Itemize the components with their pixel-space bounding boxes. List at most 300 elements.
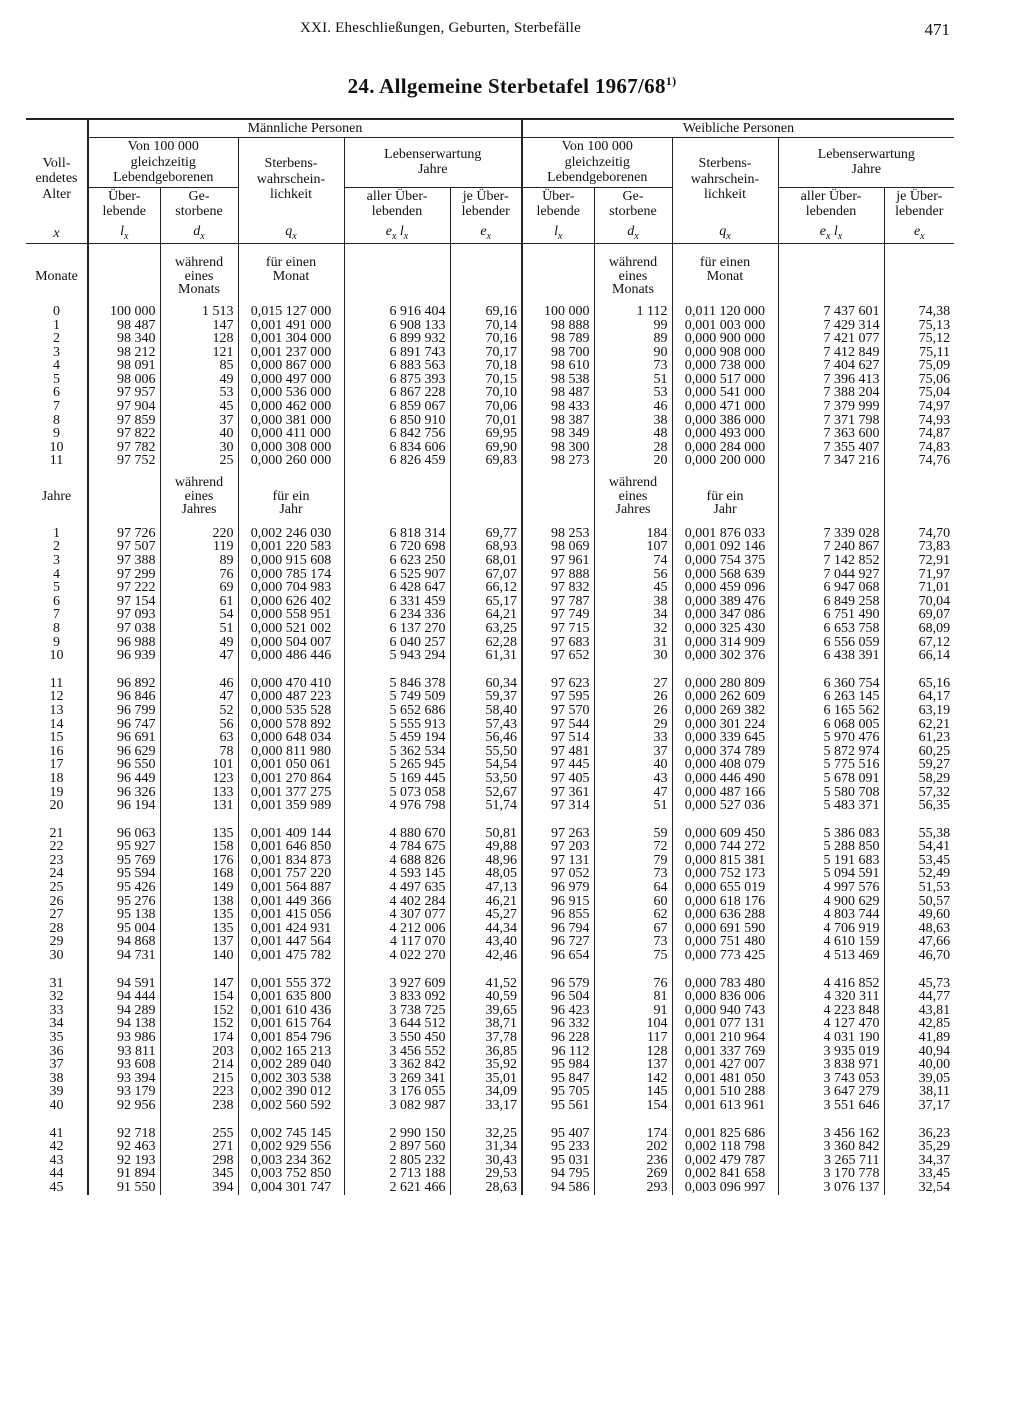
table-row: [26, 1058, 954, 1072]
years-unit-row: [26, 476, 954, 517]
cell-male-exp-each: 43,40: [450, 935, 522, 949]
table-row: [26, 1167, 954, 1181]
table-row: [26, 636, 954, 650]
cell-age: 4: [53, 566, 60, 582]
cell-male-survivors: 98 091: [88, 359, 160, 373]
cell-male-probability: 0,000 535 528: [238, 704, 344, 718]
cell-female-survivors: 97 652: [522, 649, 594, 663]
cell-female-exp-all: 7 404 627: [778, 359, 884, 373]
cell-male-probability: 0,001 415 056: [238, 908, 344, 922]
cell-female-deaths: 145: [594, 1085, 672, 1099]
cell-male-exp-all: 5 169 445: [344, 772, 450, 786]
cell-female-exp-each: 33,45: [884, 1167, 954, 1181]
cell-female-exp-each: 71,01: [884, 581, 954, 595]
male-deaths-unit-year: während eines Jahres: [160, 476, 238, 517]
cell-female-survivors: 95 561: [522, 1099, 594, 1113]
cell-female-exp-all: 5 094 591: [778, 867, 884, 881]
cell-male-deaths: 138: [160, 895, 238, 909]
cell-male-deaths: 131: [160, 799, 238, 813]
cell-male-exp-each: 70,14: [450, 319, 522, 333]
cell-female-probability: 0,000 325 430: [672, 622, 778, 636]
cell-male-exp-each: 70,17: [450, 346, 522, 360]
cell-female-probability: 0,001 003 000: [672, 319, 778, 333]
cell-male-probability: 0,015 127 000: [238, 305, 344, 319]
cell-female-exp-each: 43,81: [884, 1004, 954, 1018]
cell-female-exp-all: 5 288 850: [778, 840, 884, 854]
cell-female-deaths: 38: [594, 414, 672, 428]
cell-age: 17: [49, 757, 64, 773]
table-title-text: 24. Allgemeine Sterbetafel 1967/68: [347, 74, 666, 98]
table-row: [26, 840, 954, 854]
cell-male-deaths: 394: [160, 1181, 238, 1195]
cell-female-exp-all: 3 743 053: [778, 1072, 884, 1086]
cell-female-survivors: 97 445: [522, 758, 594, 772]
cell-female-survivors: 98 433: [522, 400, 594, 414]
cell-female-exp-each: 41,89: [884, 1031, 954, 1045]
cell-male-exp-all: 6 428 647: [344, 581, 450, 595]
cell-female-exp-all: 5 386 083: [778, 827, 884, 841]
cell-age: 42: [49, 1139, 64, 1155]
cell-female-probability: 0,000 609 450: [672, 827, 778, 841]
cell-female-exp-all: 6 438 391: [778, 649, 884, 663]
cell-male-deaths: 51: [160, 622, 238, 636]
cell-male-exp-each: 70,06: [450, 400, 522, 414]
cell-female-survivors: 97 961: [522, 554, 594, 568]
cell-female-probability: 0,000 446 490: [672, 772, 778, 786]
cell-female-exp-each: 42,85: [884, 1017, 954, 1031]
cell-male-exp-all: 4 784 675: [344, 840, 450, 854]
cell-male-exp-all: 4 402 284: [344, 895, 450, 909]
cell-age: 7: [53, 607, 60, 623]
cell-male-probability: 0,001 377 275: [238, 786, 344, 800]
cell-age: 26: [49, 893, 64, 909]
cell-male-probability: 0,001 564 887: [238, 881, 344, 895]
cell-male-probability: 0,000 486 446: [238, 649, 344, 663]
cell-female-exp-all: 7 044 927: [778, 568, 884, 582]
cell-male-exp-each: 37,78: [450, 1031, 522, 1045]
cell-age: 40: [49, 1097, 64, 1113]
cell-male-exp-each: 38,71: [450, 1017, 522, 1031]
cell-female-deaths: 26: [594, 704, 672, 718]
cell-male-exp-each: 56,46: [450, 731, 522, 745]
cell-female-exp-each: 74,83: [884, 441, 954, 455]
cell-female-survivors: 97 052: [522, 867, 594, 881]
cell-female-survivors: 96 794: [522, 922, 594, 936]
cell-female-exp-each: 34,37: [884, 1154, 954, 1168]
cell-female-survivors: 97 787: [522, 595, 594, 609]
cell-male-deaths: 49: [160, 636, 238, 650]
cell-male-exp-all: 6 623 250: [344, 554, 450, 568]
cell-female-survivors: 97 749: [522, 608, 594, 622]
cell-age: 1: [53, 525, 60, 541]
cell-male-exp-all: 5 555 913: [344, 718, 450, 732]
cell-female-exp-all: 6 947 068: [778, 581, 884, 595]
cell-female-exp-each: 62,21: [884, 718, 954, 732]
cell-age: 3: [53, 344, 60, 360]
cell-age: 11: [49, 453, 64, 469]
cell-male-exp-each: 63,25: [450, 622, 522, 636]
cell-male-exp-each: 70,15: [450, 373, 522, 387]
cell-male-exp-all: 6 234 336: [344, 608, 450, 622]
cell-female-deaths: 60: [594, 895, 672, 909]
table-row: [26, 568, 954, 582]
cell-male-probability: 0,000 411 000: [238, 427, 344, 441]
cell-male-deaths: 147: [160, 319, 238, 333]
cell-female-exp-each: 63,19: [884, 704, 954, 718]
cell-male-survivors: 92 956: [88, 1099, 160, 1113]
cell-male-probability: 0,002 165 213: [238, 1045, 344, 1059]
cell-female-exp-all: 5 775 516: [778, 758, 884, 772]
cell-male-exp-each: 58,40: [450, 704, 522, 718]
cell-male-exp-each: 41,52: [450, 977, 522, 991]
cell-female-deaths: 37: [594, 745, 672, 759]
cell-male-exp-all: 3 082 987: [344, 1099, 450, 1113]
cell-age: 4: [53, 358, 60, 374]
cell-female-deaths: 29: [594, 718, 672, 732]
cell-female-deaths: 20: [594, 454, 672, 468]
symbol-exlx-male: $e_x$ $l_x$: [344, 220, 450, 243]
cell-male-survivors: 96 799: [88, 704, 160, 718]
cell-male-exp-all: 6 040 257: [344, 636, 450, 650]
cell-male-probability: 0,000 470 410: [238, 677, 344, 691]
cell-female-exp-all: 6 165 562: [778, 704, 884, 718]
cell-male-deaths: 40: [160, 427, 238, 441]
table-row: [26, 867, 954, 881]
cell-male-exp-each: 50,81: [450, 827, 522, 841]
cell-age: 27: [49, 907, 64, 923]
cell-female-deaths: 174: [594, 1127, 672, 1141]
cell-male-probability: 0,002 929 556: [238, 1140, 344, 1154]
cell-female-deaths: 104: [594, 1017, 672, 1031]
cell-male-exp-all: 3 269 341: [344, 1072, 450, 1086]
cell-female-deaths: 128: [594, 1045, 672, 1059]
table-row: [26, 935, 954, 949]
cell-female-deaths: 76: [594, 977, 672, 991]
cell-male-exp-each: 51,74: [450, 799, 522, 813]
cell-female-exp-each: 75,06: [884, 373, 954, 387]
cell-female-exp-each: 50,57: [884, 895, 954, 909]
cell-male-deaths: 61: [160, 595, 238, 609]
cell-female-exp-each: 71,97: [884, 568, 954, 582]
cell-female-exp-all: 5 580 708: [778, 786, 884, 800]
cell-male-survivors: 100 000: [88, 305, 160, 319]
cell-female-exp-all: 4 706 919: [778, 922, 884, 936]
table-row: [26, 718, 954, 732]
cell-male-survivors: 97 038: [88, 622, 160, 636]
cell-male-survivors: 95 004: [88, 922, 160, 936]
cell-female-exp-all: 5 191 683: [778, 854, 884, 868]
cell-male-probability: 0,001 237 000: [238, 346, 344, 360]
cell-female-exp-all: 4 223 848: [778, 1004, 884, 1018]
cell-female-exp-each: 35,29: [884, 1140, 954, 1154]
cell-female-probability: 0,001 077 131: [672, 1017, 778, 1031]
cell-age: 10: [49, 648, 64, 664]
cell-female-probability: 0,000 200 000: [672, 454, 778, 468]
life-table: [26, 118, 954, 1195]
cell-female-exp-all: 7 396 413: [778, 373, 884, 387]
table-row: [26, 881, 954, 895]
cell-female-exp-all: 3 456 162: [778, 1127, 884, 1141]
cell-male-probability: 0,001 615 764: [238, 1017, 344, 1031]
cell-female-probability: 0,000 541 000: [672, 386, 778, 400]
cell-female-exp-all: 7 355 407: [778, 441, 884, 455]
cell-female-survivors: 96 915: [522, 895, 594, 909]
cell-female-probability: 0,000 262 609: [672, 690, 778, 704]
cell-male-exp-each: 35,01: [450, 1072, 522, 1086]
cell-female-probability: 0,000 815 381: [672, 854, 778, 868]
cell-female-exp-each: 60,25: [884, 745, 954, 759]
cell-female-survivors: 95 705: [522, 1085, 594, 1099]
cell-male-probability: 0,000 626 402: [238, 595, 344, 609]
cell-male-probability: 0,004 301 747: [238, 1181, 344, 1195]
cell-female-exp-all: 6 751 490: [778, 608, 884, 622]
cell-female-deaths: 34: [594, 608, 672, 622]
cell-male-probability: 0,001 555 372: [238, 977, 344, 991]
male-survivors-header: Über- lebende: [88, 187, 160, 220]
cell-male-exp-each: 55,50: [450, 745, 522, 759]
symbol-dx-male: $d_x$: [160, 220, 238, 243]
block-spacer: [26, 1113, 954, 1127]
cell-male-deaths: 85: [160, 359, 238, 373]
cell-male-probability: 0,000 536 000: [238, 386, 344, 400]
cell-age: 10: [49, 439, 64, 455]
cell-male-exp-each: 44,34: [450, 922, 522, 936]
cell-female-exp-all: 7 429 314: [778, 319, 884, 333]
cell-male-exp-each: 67,07: [450, 568, 522, 582]
cell-male-exp-each: 54,54: [450, 758, 522, 772]
cell-female-survivors: 100 000: [522, 305, 594, 319]
cell-male-deaths: 149: [160, 881, 238, 895]
cell-male-survivors: 96 939: [88, 649, 160, 663]
cell-male-deaths: 203: [160, 1045, 238, 1059]
cell-male-survivors: 96 747: [88, 718, 160, 732]
cell-female-survivors: 95 984: [522, 1058, 594, 1072]
cell-female-exp-each: 40,94: [884, 1045, 954, 1059]
cell-male-survivors: 93 394: [88, 1072, 160, 1086]
cell-male-exp-all: 4 976 798: [344, 799, 450, 813]
female-prob-unit-year: für ein Jahr: [672, 476, 778, 517]
cell-age: 6: [53, 385, 60, 401]
cell-male-survivors: 94 731: [88, 949, 160, 963]
cell-age: 37: [49, 1057, 64, 1073]
female-prob-unit-month: für einen Monat: [672, 256, 778, 297]
cell-male-survivors: 97 154: [88, 595, 160, 609]
female-deaths-header: Ge- storbene: [594, 187, 672, 220]
cell-female-deaths: 73: [594, 359, 672, 373]
female-cohort-header: Von 100 000 gleichzeitig Lebendgeborenen: [522, 138, 672, 187]
cell-female-probability: 0,000 751 480: [672, 935, 778, 949]
cell-female-survivors: 97 595: [522, 690, 594, 704]
cell-female-probability: 0,000 408 079: [672, 758, 778, 772]
cell-female-exp-each: 48,63: [884, 922, 954, 936]
cell-female-exp-each: 51,53: [884, 881, 954, 895]
table-row: [26, 608, 954, 622]
cell-female-probability: 0,000 347 086: [672, 608, 778, 622]
cell-female-exp-all: 4 803 744: [778, 908, 884, 922]
cell-male-probability: 0,000 497 000: [238, 373, 344, 387]
cell-male-exp-all: 5 846 378: [344, 677, 450, 691]
cell-male-deaths: 123: [160, 772, 238, 786]
cell-male-probability: 0,002 303 538: [238, 1072, 344, 1086]
cell-male-exp-each: 42,46: [450, 949, 522, 963]
table-row: [26, 949, 954, 963]
cell-male-deaths: 101: [160, 758, 238, 772]
cell-female-deaths: 81: [594, 990, 672, 1004]
cell-female-probability: 0,000 269 382: [672, 704, 778, 718]
cell-male-probability: 0,000 381 000: [238, 414, 344, 428]
cell-male-deaths: 121: [160, 346, 238, 360]
male-group-header: Männliche Personen: [88, 119, 522, 138]
cell-male-exp-each: 32,25: [450, 1127, 522, 1141]
cell-female-probability: 0,002 479 787: [672, 1154, 778, 1168]
cell-female-survivors: 97 263: [522, 827, 594, 841]
cell-female-deaths: 75: [594, 949, 672, 963]
cell-female-exp-each: 54,41: [884, 840, 954, 854]
cell-male-deaths: 158: [160, 840, 238, 854]
cell-age: 20: [49, 798, 64, 814]
table-row: [26, 690, 954, 704]
cell-female-probability: 0,001 876 033: [672, 527, 778, 541]
cell-female-probability: 0,002 118 798: [672, 1140, 778, 1154]
cell-female-exp-all: 7 421 077: [778, 332, 884, 346]
cell-male-deaths: 215: [160, 1072, 238, 1086]
cell-female-probability: 0,000 783 480: [672, 977, 778, 991]
cell-male-probability: 0,001 475 782: [238, 949, 344, 963]
table-row: [26, 977, 954, 991]
cell-female-survivors: 97 623: [522, 677, 594, 691]
cell-female-probability: 0,001 210 964: [672, 1031, 778, 1045]
cell-female-probability: 0,000 280 809: [672, 677, 778, 691]
cell-age: 18: [49, 770, 64, 786]
cell-female-deaths: 46: [594, 400, 672, 414]
cell-male-exp-each: 48,96: [450, 854, 522, 868]
cell-age: 11: [49, 675, 64, 691]
cell-male-exp-all: 3 927 609: [344, 977, 450, 991]
cell-female-exp-each: 72,91: [884, 554, 954, 568]
cell-male-deaths: 45: [160, 400, 238, 414]
cell-male-probability: 0,000 704 983: [238, 581, 344, 595]
cell-female-survivors: 98 538: [522, 373, 594, 387]
cell-female-survivors: 96 504: [522, 990, 594, 1004]
cell-male-deaths: 47: [160, 690, 238, 704]
symbol-ex-female: $e_x$: [884, 220, 954, 243]
cell-female-exp-all: 6 360 754: [778, 677, 884, 691]
running-title: XXI. Eheschließungen, Geburten, Sterbefälle: [300, 20, 582, 36]
cell-female-exp-each: 37,17: [884, 1099, 954, 1113]
cell-female-deaths: 1 112: [594, 305, 672, 319]
cell-male-exp-all: 6 525 907: [344, 568, 450, 582]
cell-male-exp-each: 52,67: [450, 786, 522, 800]
cell-male-survivors: 98 487: [88, 319, 160, 333]
male-exp-each-header: je Über- lebender: [450, 187, 522, 220]
cell-male-deaths: 176: [160, 854, 238, 868]
cell-male-exp-all: 5 943 294: [344, 649, 450, 663]
cell-male-deaths: 63: [160, 731, 238, 745]
cell-female-probability: 0,011 120 000: [672, 305, 778, 319]
male-exp-all-header: aller Über- lebenden: [344, 187, 450, 220]
years-label: Jahre: [41, 488, 72, 504]
table-row: [26, 1154, 954, 1168]
cell-female-deaths: 73: [594, 935, 672, 949]
cell-female-deaths: 43: [594, 772, 672, 786]
cell-female-probability: 0,003 096 997: [672, 1181, 778, 1195]
cell-male-probability: 0,002 745 145: [238, 1127, 344, 1141]
male-prob-unit-month: für einen Monat: [238, 256, 344, 297]
cell-age: 36: [49, 1043, 64, 1059]
female-exp-all-header: aller Über- lebenden: [778, 187, 884, 220]
cell-male-probability: 0,000 558 951: [238, 608, 344, 622]
cell-male-probability: 0,002 246 030: [238, 527, 344, 541]
cell-female-probability: 0,000 314 909: [672, 636, 778, 650]
cell-female-probability: 0,000 940 743: [672, 1004, 778, 1018]
table-row: [26, 581, 954, 595]
cell-age: 13: [49, 702, 64, 718]
cell-male-exp-each: 47,13: [450, 881, 522, 895]
table-row: [26, 854, 954, 868]
cell-female-survivors: 96 979: [522, 881, 594, 895]
cell-female-deaths: 56: [594, 568, 672, 582]
cell-male-exp-all: 5 749 509: [344, 690, 450, 704]
cell-age: 12: [49, 689, 64, 705]
cell-male-deaths: 89: [160, 554, 238, 568]
cell-male-probability: 0,001 635 800: [238, 990, 344, 1004]
cell-female-exp-each: 66,14: [884, 649, 954, 663]
cell-age: 1: [53, 317, 60, 333]
table-row: [26, 895, 954, 909]
cell-female-exp-all: 3 647 279: [778, 1085, 884, 1099]
cell-age: 8: [53, 412, 60, 428]
cell-male-exp-each: 34,09: [450, 1085, 522, 1099]
table-row: [26, 704, 954, 718]
cell-male-probability: 0,001 424 931: [238, 922, 344, 936]
cell-male-survivors: 96 063: [88, 827, 160, 841]
months-label: Monate: [35, 268, 78, 284]
female-probability-header: Sterbens- wahrschein- lichkeit: [672, 138, 778, 220]
cell-female-exp-each: 74,38: [884, 305, 954, 319]
cell-male-survivors: 97 859: [88, 414, 160, 428]
cell-male-exp-all: 2 990 150: [344, 1127, 450, 1141]
cell-male-probability: 0,001 409 144: [238, 827, 344, 841]
cell-female-probability: 0,000 302 376: [672, 649, 778, 663]
cell-female-survivors: 98 273: [522, 454, 594, 468]
cell-female-probability: 0,000 691 590: [672, 922, 778, 936]
cell-female-deaths: 142: [594, 1072, 672, 1086]
cell-male-exp-each: 39,65: [450, 1004, 522, 1018]
cell-female-exp-each: 52,49: [884, 867, 954, 881]
cell-age: 9: [53, 634, 60, 650]
cell-female-exp-each: 75,13: [884, 319, 954, 333]
cell-female-exp-all: 7 388 204: [778, 386, 884, 400]
cell-male-exp-all: 4 212 006: [344, 922, 450, 936]
cell-female-deaths: 67: [594, 922, 672, 936]
cell-female-survivors: 98 253: [522, 527, 594, 541]
cell-male-survivors: 91 894: [88, 1167, 160, 1181]
cell-female-deaths: 26: [594, 690, 672, 704]
table-row: [26, 731, 954, 745]
cell-male-survivors: 97 726: [88, 527, 160, 541]
cell-female-exp-all: 7 371 798: [778, 414, 884, 428]
symbol-lx-male: $l_x$: [88, 220, 160, 243]
cell-male-deaths: 47: [160, 649, 238, 663]
cell-age: 16: [49, 743, 64, 759]
table-title: [0, 74, 1024, 99]
cell-age: 33: [49, 1002, 64, 1018]
cell-male-exp-each: 61,31: [450, 649, 522, 663]
cell-female-survivors: 97 203: [522, 840, 594, 854]
cell-male-probability: 0,001 449 366: [238, 895, 344, 909]
cell-male-probability: 0,001 646 850: [238, 840, 344, 854]
table-row: [26, 414, 954, 428]
